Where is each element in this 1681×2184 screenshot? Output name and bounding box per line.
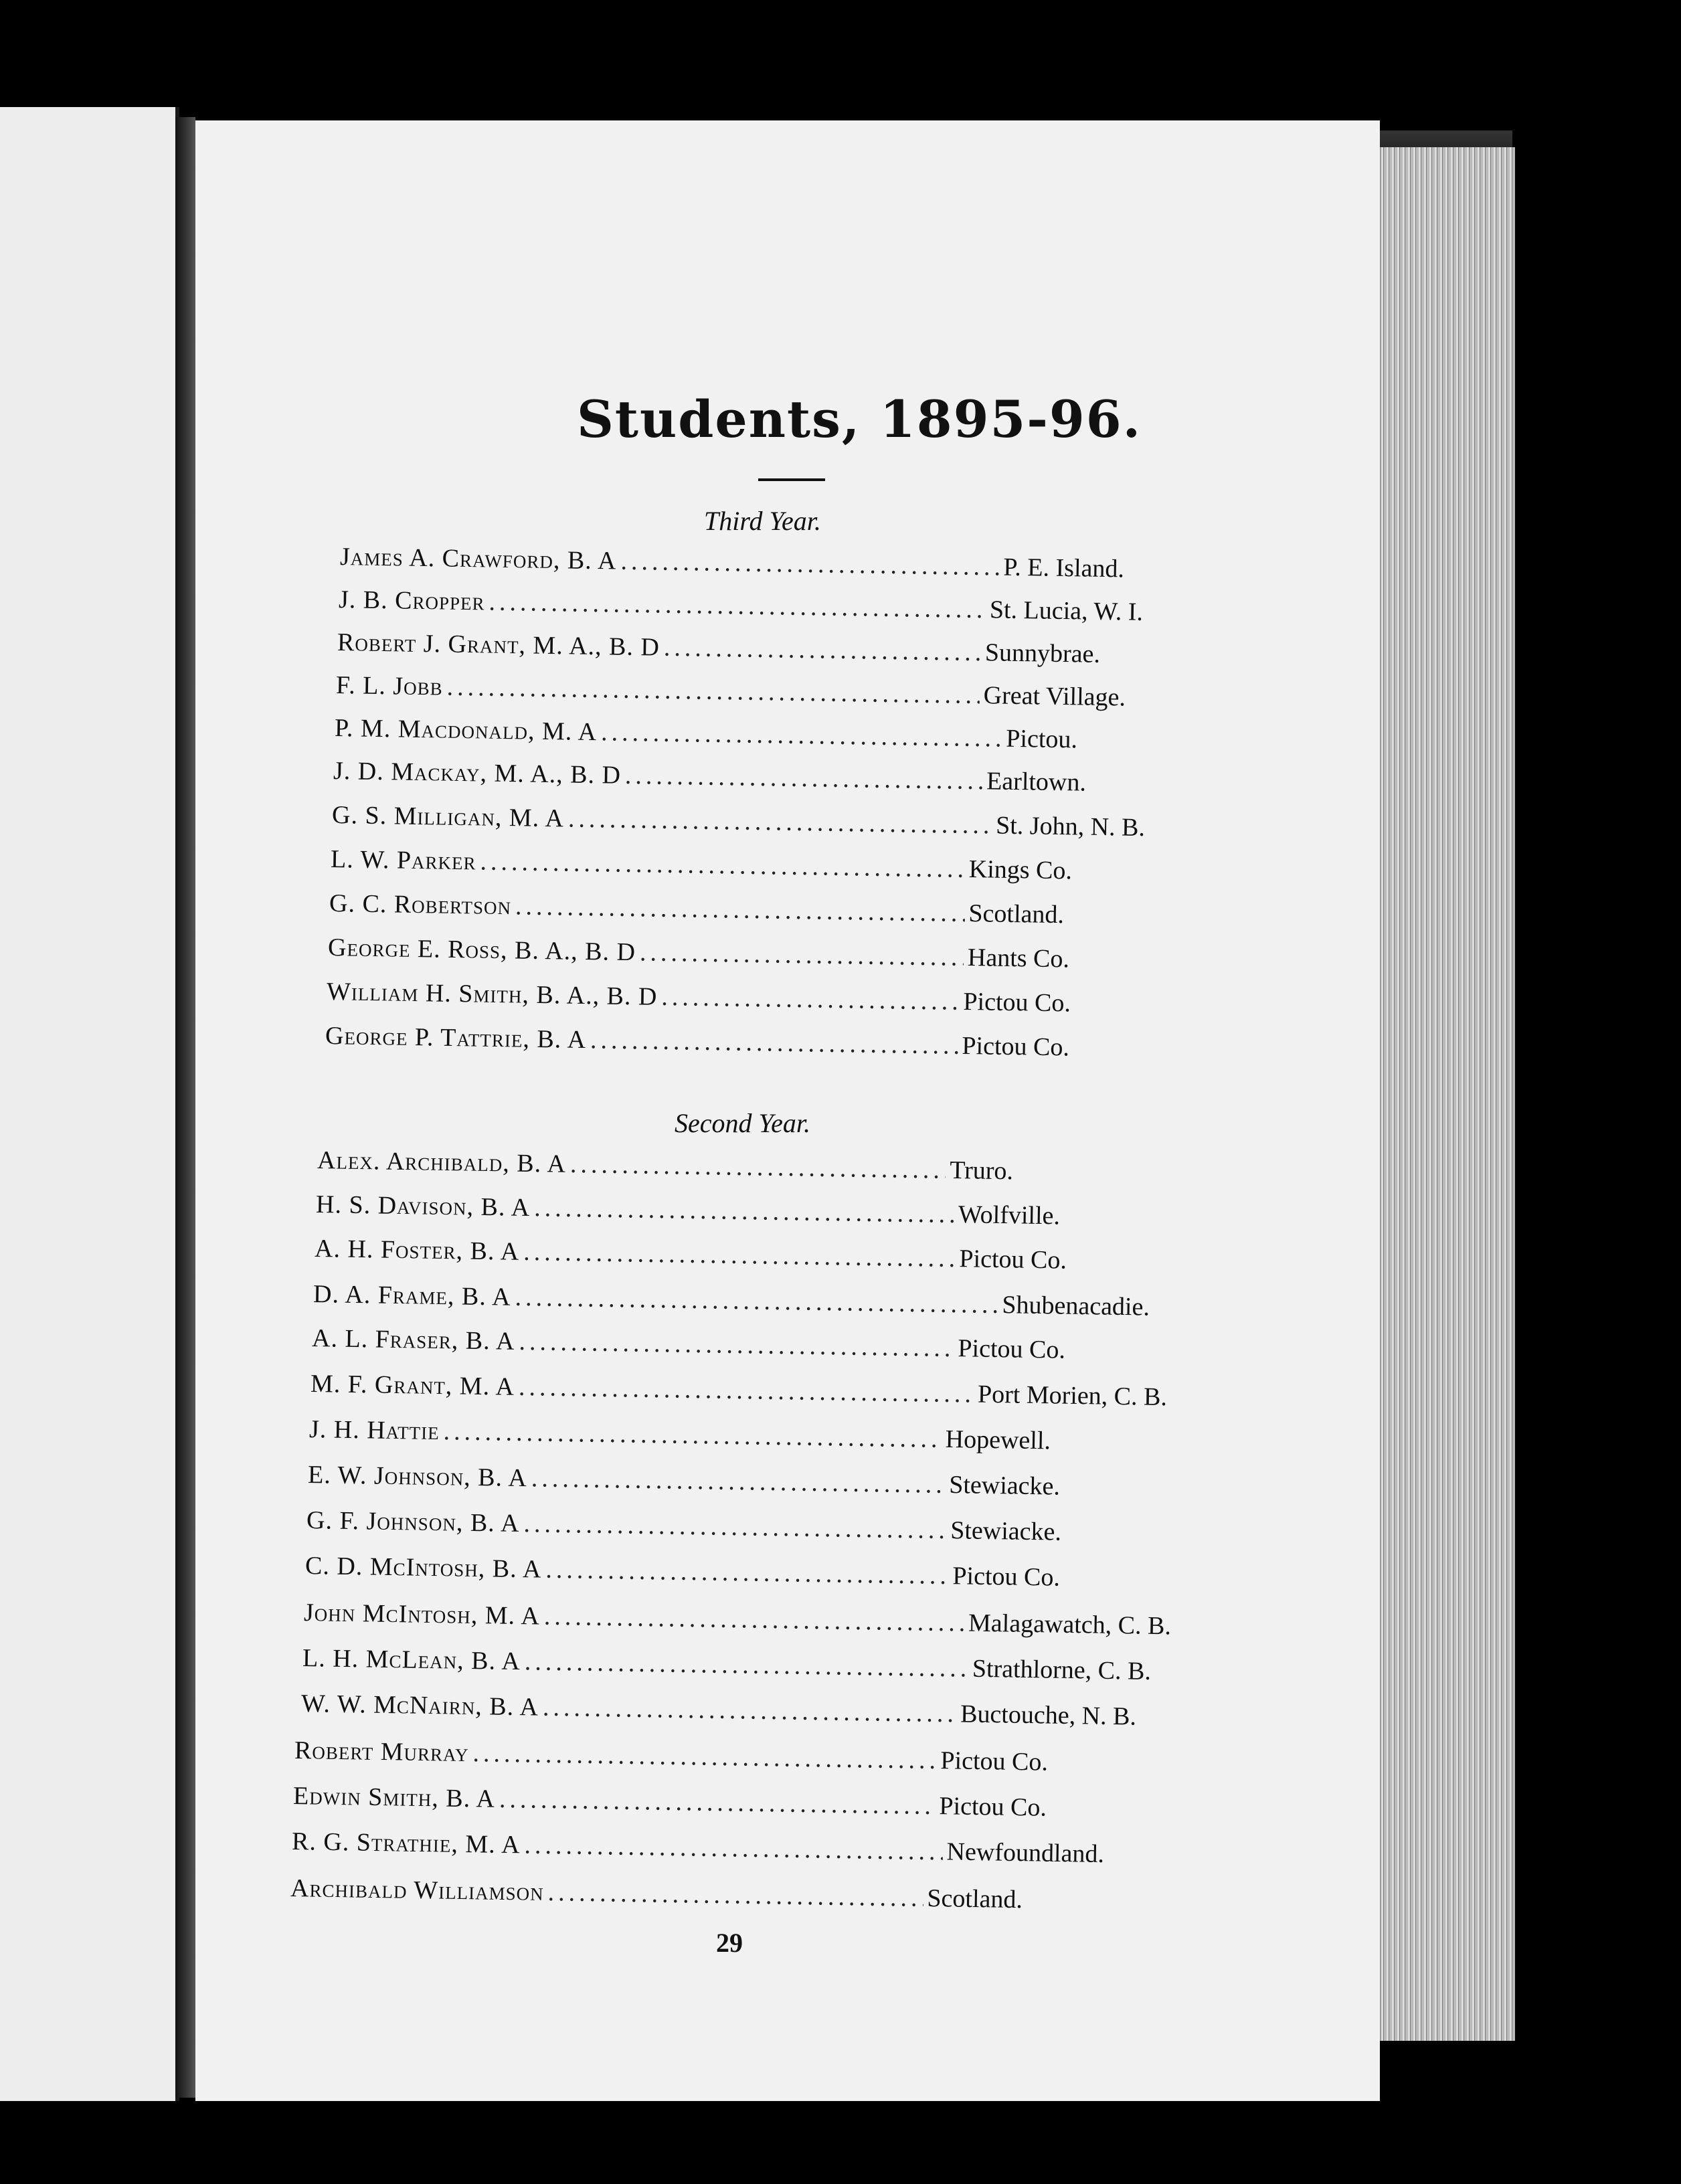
list-item: G. F. Johnson, B. A ..... Stewiacke. bbox=[306, 1506, 1062, 1554]
facing-page bbox=[0, 107, 179, 2101]
list-item: G. C. Robertson ..... Scotland. bbox=[329, 889, 1065, 936]
list-item: Robert Murray ..... Pictou Co. bbox=[294, 1736, 1049, 1784]
list-item: E. W. Johnson, B. A ..... Stewiacke. bbox=[308, 1460, 1061, 1508]
list-item: George P. Tattrie, B. A ..... Pictou Co. bbox=[325, 1021, 1070, 1069]
list-item: George E. Ross, B. A., B. D ..... Hants Co. bbox=[328, 933, 1070, 980]
list-item: L. W. Parker ..... Kings Co. bbox=[331, 844, 1073, 892]
list-item: R. G. Strathie, M. A ..... Newfoundland. bbox=[292, 1827, 1105, 1876]
list-item: A. H. Foster, B. A ..... Pictou Co. bbox=[315, 1234, 1067, 1282]
list-item: G. S. Milligan, M. A ..... St. John, N. B. bbox=[332, 800, 1146, 849]
list-item: L. H. McLean, B. A ..... Strathlorne, C. B. bbox=[302, 1643, 1152, 1693]
list-item: James A. Crawford, B. A ..... P. E. Island. bbox=[340, 542, 1125, 590]
section-title-second-year: Second Year. bbox=[675, 1108, 810, 1138]
list-item: John McIntosh, M. A ..... Malagawatch, C. B. bbox=[304, 1598, 1172, 1647]
book-gutter bbox=[175, 117, 195, 2098]
page-heading: Students, 1895-96. bbox=[577, 389, 1142, 449]
list-item: H. S. Davison, B. A ..... Wolfville. bbox=[316, 1190, 1061, 1237]
list-item: W. W. McNairn, B. A ..... Buctouche, N. B. bbox=[301, 1689, 1137, 1738]
list-item: A. L. Fraser, B. A ..... Pictou Co. bbox=[312, 1324, 1066, 1372]
heading-rule bbox=[758, 478, 825, 481]
list-item: M. F. Grant, M. A ..... Port Morien, C. B. bbox=[311, 1369, 1168, 1419]
list-item: C. D. McIntosh, B. A ..... Pictou Co. bbox=[305, 1551, 1061, 1599]
page-edges bbox=[1379, 147, 1515, 2041]
list-item: J. H. Hattie ..... Hopewell. bbox=[309, 1415, 1051, 1462]
list-item: F. L. Jobb ..... Great Village. bbox=[336, 670, 1126, 719]
page-number: 29 bbox=[716, 1928, 743, 1958]
list-item: J. B. Cropper ..... St. Lucia, W. I. bbox=[339, 585, 1144, 634]
section-title-third-year: Third Year. bbox=[704, 506, 821, 536]
list-item: Archibald Williamson ..... Scotland. bbox=[290, 1874, 1023, 1921]
list-item: D. A. Frame, B. A ..... Shubenacadie. bbox=[313, 1279, 1150, 1329]
list-item: Robert J. Grant, M. A., B. D ..... Sunnybrae. bbox=[337, 628, 1101, 676]
list-item: Edwin Smith, B. A ..... Pictou Co. bbox=[293, 1781, 1047, 1829]
list-item: William H. Smith, B. A., B. D ..... Pictou Co. bbox=[327, 977, 1071, 1024]
list-item: Alex. Archibald, B. A ..... Truro. bbox=[317, 1146, 1014, 1192]
list-item: J. D. Mackay, M. A., B. D ..... Earltown. bbox=[333, 756, 1087, 804]
list-item: P. M. Macdonald, M. A ..... Pictou. bbox=[335, 713, 1078, 761]
